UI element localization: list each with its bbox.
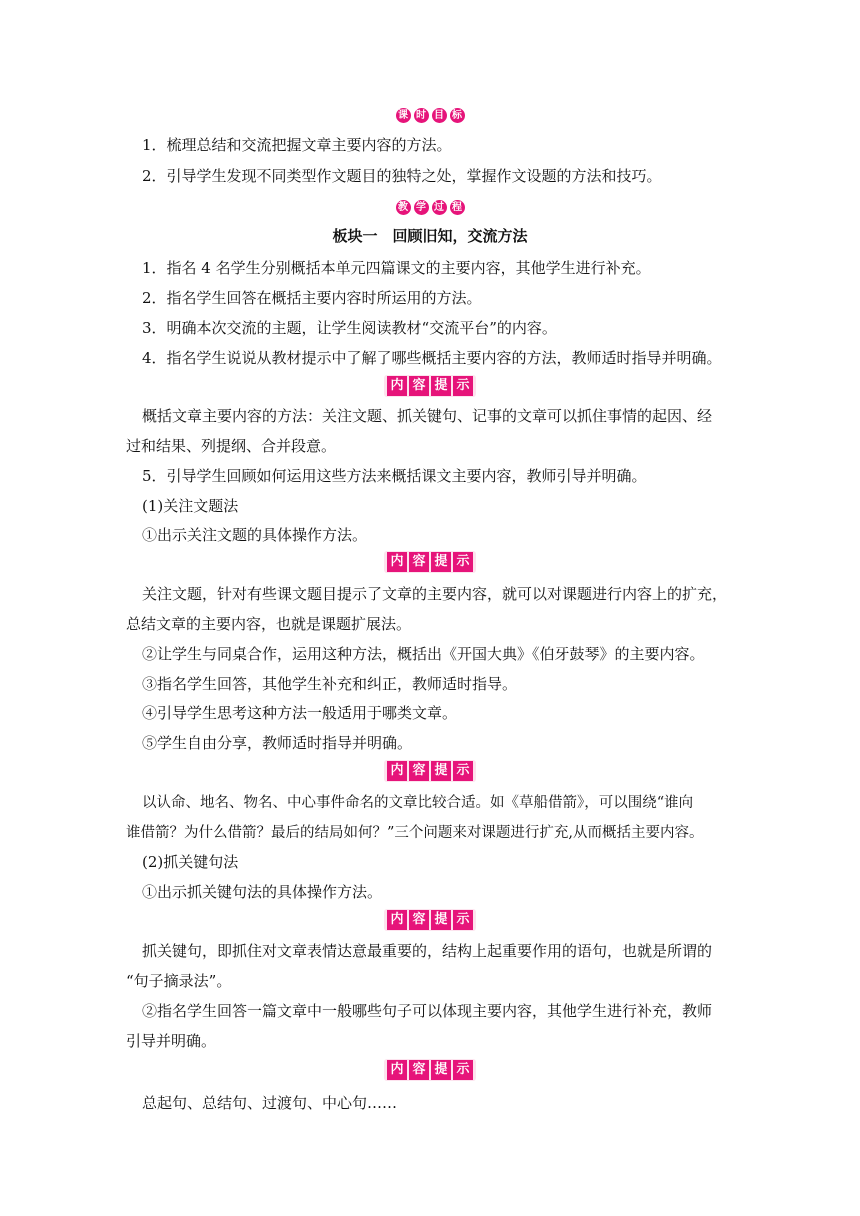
method-step: ②让学生与同桌合作，运用这种方法，概括出《开国大典》《伯牙鼓琴》的主要内容。 <box>142 645 705 663</box>
method-title: (2)抓关键句法 <box>142 853 239 871</box>
tip-text: 以认命、地名、物名、中心事件命名的文章比较合适。如《草船借箭》，可以围绕“谁向 <box>142 795 694 811</box>
objective-2: 2．引导学生发现不同类型作文题目的独特之处，掌握作文设题的方法和技巧。 <box>142 167 662 185</box>
tag-char: 示 <box>453 552 473 572</box>
method-step: ④引导学生思考这种方法一般适用于哪类文章。 <box>142 704 458 722</box>
method-step: ⑤学生自由分享，教师适时指导并明确。 <box>142 734 413 752</box>
tag-char: 容 <box>409 761 429 781</box>
tag-char: 提 <box>431 910 451 930</box>
tag-char: 示 <box>453 761 473 781</box>
tag-char: 内 <box>387 552 407 572</box>
objectives-section-tag <box>0 103 860 127</box>
content-tip-tag <box>0 1058 860 1082</box>
method-step: ①出示抓关键句法的具体操作方法。 <box>142 883 383 901</box>
method-title: (1)关注文题法 <box>142 497 239 515</box>
process-section-tag <box>0 195 860 219</box>
tip-text: “句子摘录法”。 <box>126 972 232 990</box>
tip-text: 关注文题，针对有些课文题目提示了文章的主要内容，就可以对课题进行内容上的扩充， <box>142 585 728 603</box>
content-tip-tag <box>0 374 860 398</box>
tip-text: 概括文章主要内容的方法：关注文题、抓关键句、记事的文章可以抓住事情的起因、经 <box>142 407 713 425</box>
tag-char: 学 <box>414 200 429 215</box>
tag-char: 容 <box>409 1060 429 1080</box>
content-tip-tag <box>0 759 860 783</box>
tag-char: 提 <box>431 1060 451 1080</box>
method-step: 引导并明确。 <box>126 1032 217 1050</box>
tag-char: 过 <box>432 200 447 215</box>
tag-char: 示 <box>453 376 473 396</box>
tag-char: 示 <box>453 1060 473 1080</box>
tag-char: 内 <box>387 761 407 781</box>
tag-char: 提 <box>431 376 451 396</box>
method-step: ①出示关注文题的具体操作方法。 <box>142 526 368 544</box>
block-heading: 板块一 回顾旧知，交流方法 <box>332 227 528 245</box>
tag-char: 标 <box>450 108 465 123</box>
tag-char: 目 <box>432 108 447 123</box>
tag-char: 时 <box>414 108 429 123</box>
tag-char: 示 <box>453 910 473 930</box>
tip-text: 总结文章的主要内容，也就是课题扩展法。 <box>126 615 412 633</box>
tip-text: 谁借箭？为什么借箭？最后的结局如何？”三个问题来对课题进行扩充,从而概括主要内容。 <box>126 825 704 841</box>
step-1: 1．指名 4 名学生分别概括本单元四篇课文的主要内容，其他学生进行补充。 <box>142 259 651 277</box>
tag-char: 容 <box>409 376 429 396</box>
content-tip-tag <box>0 908 860 932</box>
objective-1: 1．梳理总结和交流把握文章主要内容的方法。 <box>142 136 452 154</box>
step-3: 3．明确本次交流的主题，让学生阅读教材“交流平台”的内容。 <box>142 319 557 337</box>
tag-char: 内 <box>387 910 407 930</box>
step-4: 4．指名学生说说从教材提示中了解了哪些概括主要内容的方法，教师适时指导并明确。 <box>142 349 722 367</box>
tip-text: 过和结果、列提纲、合并段意。 <box>126 437 337 455</box>
step-2: 2．指名学生回答在概括主要内容时所运用的方法。 <box>142 289 482 307</box>
tag-char: 教 <box>396 200 411 215</box>
content-tip-tag <box>0 550 860 574</box>
tag-char: 程 <box>450 200 465 215</box>
tag-char: 容 <box>409 552 429 572</box>
tag-char: 容 <box>409 910 429 930</box>
tip-text: 抓关键句，即抓住对文章表情达意最重要的，结构上起重要作用的语句，也就是所谓的 <box>142 942 713 960</box>
step-5: 5．引导学生回顾如何运用这些方法来概括课文主要内容，教师引导并明确。 <box>142 467 647 485</box>
tip-text: 总起句、总结句、过渡句、中心句…… <box>142 1094 398 1112</box>
tag-char: 提 <box>431 761 451 781</box>
tag-char: 内 <box>387 376 407 396</box>
tag-char: 内 <box>387 1060 407 1080</box>
tag-char: 课 <box>396 108 411 123</box>
method-step: ③指名学生回答，其他学生补充和纠正，教师适时指导。 <box>142 675 518 693</box>
tag-char: 提 <box>431 552 451 572</box>
method-step: ②指名学生回答一篇文章中一般哪些句子可以体现主要内容，其他学生进行补充，教师 <box>142 1002 713 1020</box>
